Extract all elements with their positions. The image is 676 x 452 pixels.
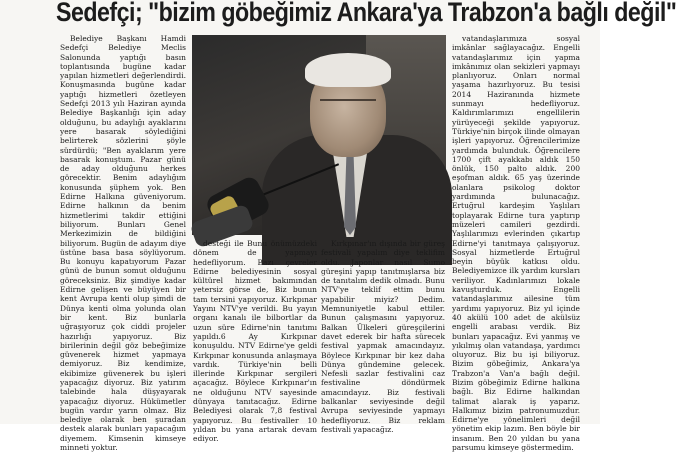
headline: Sedefçi; "bizim göbeğimiz Ankara'ya Trabzon'a bağlı değil" (56, 0, 676, 27)
column-4-text: vatandaşlarımıza sosyal imkânlar sağlayacağız. Engelli vatandaşlarımız için yapma imkânımız olan sekizleri yapmayı planlıyoruz. Onları normal yaşama hazırlıyoruz. Bu tesisi 2014 Haziranında hizmete sunmayı hedefliyoruz. Kaldırımlarımızı engellilerin yürüyeceği şekilde yapıyoruz. Türkiye'nin birçok ilinde olmayan işleri yapıyoruz. Öğrencilerimize yardımda bulunduk. Öğrencilere 1700 çift ayakkabı aldık 150 önlük, 150 palto aldık. 200 eşofman aldık. 65 yaş üzerinde olanlara psikolog doktor yardımında bulunacağız. Ertuğrul kardeşim Yaşlıları toplayarak Edirne tura yaptırıp müzeleri camileri gezdirdi. Yaşlılarımızı evlerinden çıkartıp Edirne'yi tanıtmaya çalışıyoruz. Sosyal hizmetlerde Ertuğrul beyin büyük katkısı oldu. Belediyemizce ilk yardım kursları veriliyor. Kadınlarımızı lokale kavuşturduk. Engelli vatandaşlarımız ailesine tüm yardımı yapıyoruz. Biz yıl içinde 40 akülü 100 adet de akülsüz engelli arabası verdik. Biz bunları yapacağız. Evi yanmış ve yıkılmış olan vatandaşa, yardımcı oluyoruz. Biz bu işi biliyoruz. Bizim göbeğimiz, Ankara'ya Trabzon'a Van'a bağlı değil. Bizim göbeğimiz Edirne halkına bağlı. Biz Edirne halkından talimat alarak iş yaparız. Halkımız bizim patronumuzdur. Edirne'ye yönelimleri değil yönetim ekip lazım. Ben böyle bir insanım. Ben 20 yıldan bu yana parsumu kimseye göstermedim. (452, 34, 580, 452)
article-column-3 (321, 239, 445, 434)
article-column-1 (60, 34, 186, 452)
article-column-2 (193, 239, 317, 444)
article-column-4 (452, 34, 580, 452)
column-1-text: Belediye Başkanı Hamdi Sedefçi Belediye Meclis Salonunda yaptığı basın toplantısında bugüne kadar yapılan hizmetleri değerlendirdi. Konuşmasında bugüne kadar yaptığı hizmetleri özetleyen Sedefçi 2013 yılı Haziran ayında Belediye Başkanlığı için aday olduğunu, bu adaylığı ayaklarını yere basarak söylediğini belirterek sözlerini şöyle sürdürdü; "Ben ayaklarım yere basarak konuştum. Pazar günü de aday olduğunu herkes görecektir. Benim adaylığım konusunda şüphem yok. Ben Edirne Halkına güveniyorum. Edirne halkının da benim hizmetlerimi takdir ettiğini biliyorum. Bunları Genel Merkezimizin de bildiğini biliyorum. Bugün de adayım diye üstüne basa basa söylüyorum. Bu konuyu kapatıyorum Pazar günü de bunun somut olduğunu göreceksiniz. Biz şimdiye kadar Edirne gelişen ve büyüyen bir kent Avrupa kenti olup şimdi de Dünya kenti olma yolunda olan bir kent. Biz bunlarla uğraşıyoruz çok ciddi projeler hazırlığı yapıyoruz. Biz birilerinin değil göz bebeğimize güvenerek hizmet yapmaya demiyoruz. Biz kendimize, ekibimize güvenerek bu işleri yapacağız diyoruz. Biz yatırım talebinde hala düşyayarak yapacağız diyoruz. Hükümetler bugün vardır yarın olmaz. Biz belediye olarak ben şuradan destek alarak bunları yapacağım diyemem. Kimsenin kimseye minneti yoktur. (60, 34, 186, 452)
photo-hair (305, 53, 391, 87)
photo-glasses (320, 99, 376, 113)
column-2-text: desteği ile Bunu önümüzdeki dönem de yapmayı hedefliyorum. Bazı çevreler Edirne belediyesinin sosyal kültürel hizmet bakımından yetersiz görse de, Biz bunun tam tersini yapıyoruz. Kırkpınar Yayını NTV'ye verildi. Bu yayın organı kanalı ile bilbortlar da uzun süre Edirne'nin tanıtımı yapıldı.6 Ay Kırkpınar konuşuldu. NTV Edirne'ye geldi Kırkpınar konusunda anlaşmaya vardık. Türkiye'nin belli illerinde Kırkpınar sergileri açacağız. Böylece Kırkpınar'ın ne olduğunu NTV sayesinde dünyaya tanıtacağız. Edirne Belediyesi olarak 7,8 festival yapıyoruz. Bu festivaller 10 yıldan bu yana artarak devam ediyor. (193, 239, 317, 444)
article-photo (192, 35, 446, 235)
column-3-text: Kırkpınar'ın dışında bir güreş festivali yapalım diye teklifim oldu. Japonlar nasıl Sumo güreşini yapıp tanıtmışlarsa biz de tanıtalım dedik olmadı. Bunu NTV'ye teklif ettim bunu yapabilir miyiz? Dedim. Memnuniyetle kabul ettiler. Bunun çalışmasını yapıyoruz. Balkan Ülkeleri güreşçilerini davet ederek bir hafta sürecek festival yapmak amacındayız. Böylece Kırkpınar bir kez daha Dünya gündemine gelecek. Nefesli sazlar festivalini caz festivaline döndürmek amacındayız. Biz festivali balkanlar seviyesinde değil Avrupa seviyesinde yapmayı hedefliyoruz. Biz reklam festivali yapacağız. (321, 239, 445, 434)
